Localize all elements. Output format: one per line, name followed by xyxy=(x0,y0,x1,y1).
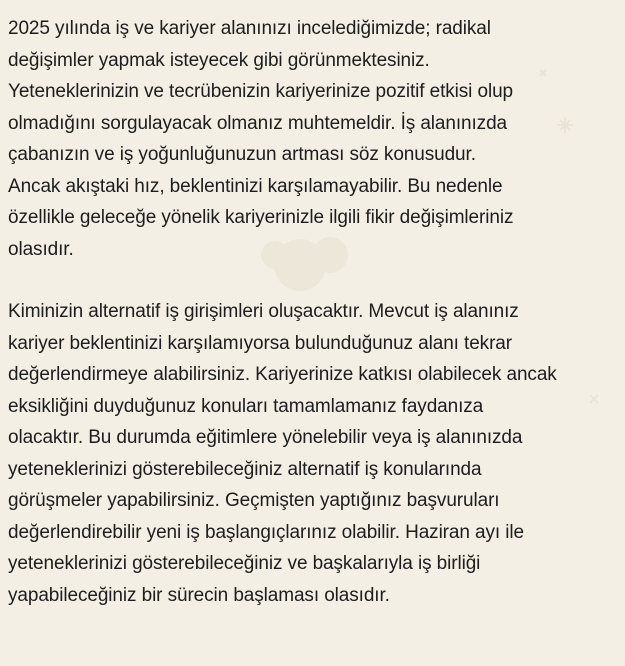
text-line: görüşmeler yapabilirsiniz. Geçmişten yaptığınız başvuruları xyxy=(8,490,500,511)
text-line: değişimler yapmak isteyecek gibi görünmektesiniz. xyxy=(8,49,430,71)
text-line: değerlendirebilir yeni iş başlangıçlarınız olabilir. Haziran ayı ile xyxy=(8,521,524,543)
text-line: Kiminizin alternatif iş girişimleri oluşacaktır. Mevcut iş alanınız xyxy=(8,301,519,322)
text-line: eksikliğini duyduğunuz konuları tamamlamanız faydanıza xyxy=(8,395,484,417)
paragraph-2 xyxy=(8,296,618,611)
text-line: Yeteneklerinizin ve tecrübenizin kariyerinize pozitif etkisi olup xyxy=(8,81,514,102)
text-line: yeteneklerinizi gösterebileceğiniz ve başkalarıyla iş birliği xyxy=(8,553,481,574)
text-line: Ancak akıştaki hız, beklentinizi karşılamayabilir. Bu nedenle xyxy=(8,175,503,197)
text-line: çabanızın ve iş yoğunluğunuzun artması söz konusudur. xyxy=(8,144,476,165)
text-line: özellikle geleceğe yönelik kariyerinizle ilgili fikir değişimleriniz xyxy=(8,207,514,228)
text-line: olasıdır. xyxy=(8,238,74,260)
text-line: olacaktır. Bu durumda eğitimlere yönelebilir veya iş alanınızda xyxy=(8,427,523,448)
text-line: değerlendirmeye alabilirsiniz. Kariyerinize katkısı olabilecek ancak xyxy=(8,364,557,385)
paragraph-1 xyxy=(8,13,618,265)
text-line: yeteneklerinizi gösterebileceğiniz alternatif iş konularında xyxy=(8,458,482,480)
text-line: 2025 yılında iş ve kariyer alanınızı incelediğimizde; radikal xyxy=(8,18,491,39)
text-line: olmadığını sorgulayacak olmanız muhtemeldir. İş alanınızda xyxy=(8,112,508,134)
text-line: kariyer beklentinizi karşılamıyorsa bulunduğunuz alanı tekrar xyxy=(8,332,512,354)
article-body xyxy=(8,13,618,611)
text-line: yapabileceğiniz bir sürecin başlaması olasıdır. xyxy=(8,584,390,606)
